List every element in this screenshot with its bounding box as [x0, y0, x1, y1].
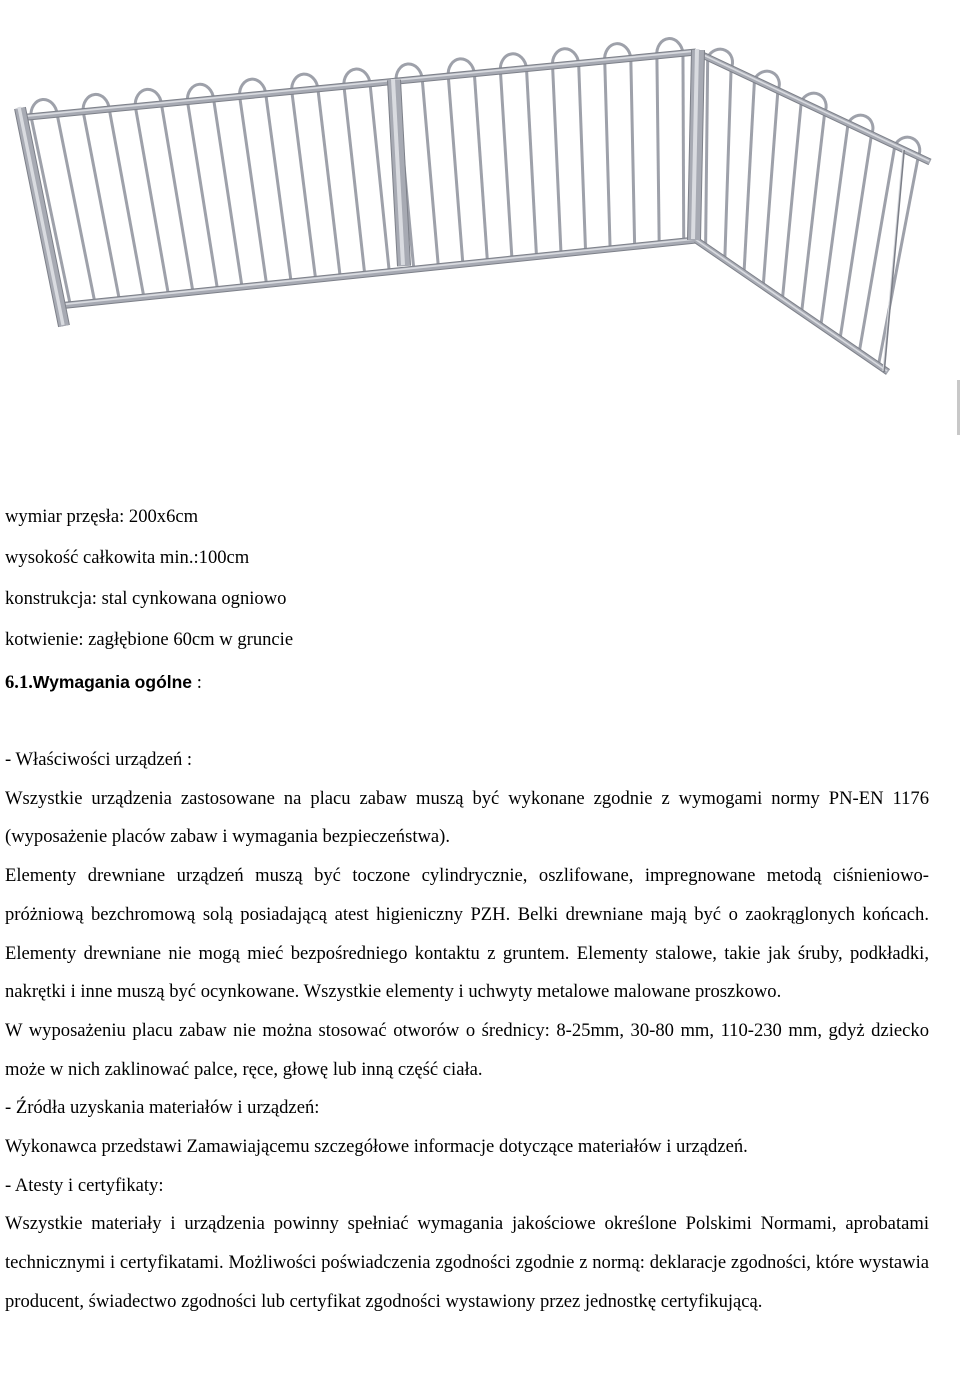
left-panel-bar	[657, 56, 659, 244]
left-panel-bar	[135, 107, 168, 295]
right-panel-bar	[782, 102, 801, 300]
left-panel-bar	[448, 76, 463, 264]
left-panel-bar	[683, 53, 684, 241]
fence-illustration-icon	[0, 0, 960, 440]
spec-anchoring: kotwienie: zagłębione 60cm w gruncie	[5, 629, 294, 650]
block-certificates	[5, 1167, 929, 1322]
spec-height: wysokość całkowita min.:100cm	[5, 547, 250, 568]
right-panel-bar	[802, 113, 825, 313]
block-properties	[5, 741, 929, 1089]
right-panel-bar	[725, 69, 731, 260]
spec-list	[5, 500, 929, 664]
right-panel-bar	[763, 91, 778, 287]
right-panel-bar	[878, 157, 918, 366]
section-suffix: :	[192, 672, 202, 693]
document-body	[5, 500, 929, 1322]
paragraph-contractor: Wykonawca przedstawi Zamawiającemu szczegółowe informacje dotyczące materiałów i urządzeń.	[5, 1136, 748, 1158]
paragraph-certificates: Wszystkie materiały i urządzenia powinny spełniać wymagania jakościowe określone Polskimi Normami, aprobatami technicznymi i certyfikatami. Możliwości poświadczenia zgodności zgodnie z normą: deklaracje zgodności, które wystawia producent, świadectwo zgodności lub certyfikat zgodności wystawiony przez jednostkę certyfikującą.	[5, 1213, 929, 1312]
left-panel-bar	[266, 94, 291, 282]
left-panel-bar	[344, 86, 365, 274]
right-panel-bar	[706, 58, 708, 247]
left-panel-bar	[579, 63, 586, 251]
left-panel-bar	[370, 84, 389, 272]
left-panel-bar	[161, 104, 193, 292]
left-panel-bar	[422, 79, 438, 267]
left-panel-bar	[188, 102, 218, 290]
section-title: Wymagania ogólne	[32, 672, 193, 692]
left-panel-bar	[527, 69, 537, 257]
paragraph-wood-elements: Elementy drewniane urządzeń muszą być toczone cylindrycznie, oszlifowane, impregnowane metodą ciśnieniowo-próżniową bezchromową solą posiadającą atest higieniczny PZH. Belki drewniane mają być o zaokrąglonych końcach. Elementy drewniane nie mogą mieć bezpośredniego kontaktu z gruntem. Elementy stalowe, takie jak śruby, podkładki, nakrętki i inne muszą być ocynkowane. Wszystkie elementy i uchwyty metalowe malowane proszkowo.	[5, 865, 929, 1003]
right-panel-bar	[821, 124, 848, 326]
right-panel-bar	[744, 80, 755, 274]
paragraph-openings: W wyposażeniu placu zabaw nie można stosować otworów o średnicy: 8-25mm, 30-80 mm, 110-230 mm, gdyż dziecko może w nich zaklinować palce, ręce, głowę lub inną część ciała.	[5, 1019, 929, 1080]
left-panel-bar	[318, 89, 340, 277]
block-sources	[5, 1089, 929, 1166]
subhead-certificates: - Atesty i certyfikaty:	[5, 1174, 164, 1196]
spec-construction: konstrukcja: stal cynkowana ogniowo	[5, 588, 287, 609]
left-panel-bar	[240, 96, 267, 284]
subhead-properties: - Właściwości urządzeń :	[5, 749, 193, 770]
section-heading	[5, 666, 929, 707]
subhead-sources: - Źródła uzyskania materiałów i urządzeń:	[5, 1097, 320, 1119]
left-panel-bar	[474, 74, 487, 262]
left-panel-bar	[553, 66, 561, 254]
spec-dimension: wymiar przęsła: 200x6cm	[5, 506, 199, 527]
left-panel-bar	[214, 99, 242, 287]
fence-illustration	[0, 0, 960, 440]
left-panel-bar	[605, 61, 610, 249]
left-panel-bar	[631, 58, 635, 246]
section-number: 6.1.	[5, 672, 33, 693]
paragraph-norm: Wszystkie urządzenia zastosowane na placu zabaw muszą być wykonane zgodnie z wymogami normy PN-EN 1176 (wyposażenie placów zabaw i wymagania bezpieczeństwa).	[5, 787, 929, 848]
left-panel-bar	[292, 91, 316, 279]
left-panel-bar	[500, 71, 512, 259]
